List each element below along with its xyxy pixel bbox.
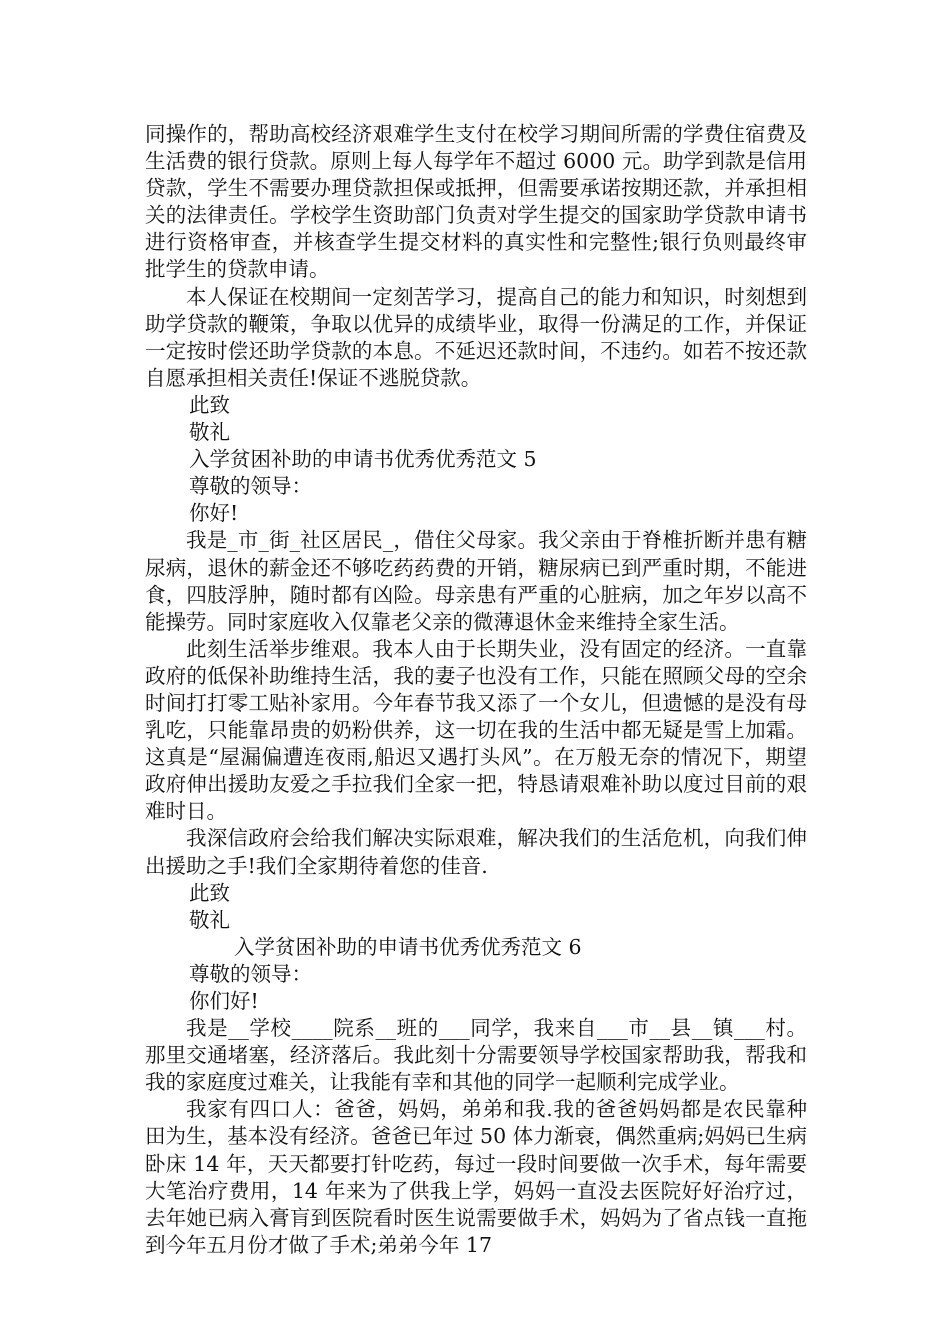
paragraph-student-intro: 我是__学校____院系__班的___同学，我来自___市__县__镇___村。那里交通堵塞，经济落后。我此刻十分需要领导学校国家帮助我，帮我和我的家庭度过难关，让我能有幸和其他的同学一起顺利完成学业。: [145, 1016, 807, 1095]
paragraph-trust-government: 我深信政府会给我们解决实际艰难，解决我们的生活危机，向我们伸出援助之手!我们全家期待着您的佳音.: [145, 826, 807, 878]
section-title-6: 入学贫困补助的申请书优秀优秀范文 6: [234, 934, 582, 959]
salutation-leaders-2: 尊敬的领导：: [189, 961, 312, 986]
paragraph-repayment-pledge: 本人保证在校期间一定刻苦学习，提高自己的能力和知识，时刻想到助学贷款的鞭策，争取以优异的成绩毕业，取得一份满足的工作，并保证一定按时偿还助学贷款的本息。不延迟还款时间，不违约。如若不按还款自愿承担相关责任!保证不逃脱贷款。: [145, 284, 807, 390]
closing-cizhi-2: 此致: [189, 880, 230, 905]
paragraph-loan-description: 同操作的，帮助高校经济艰难学生支付在校学习期间所需的学费住宿费及生活费的银行贷款。原则上每人每学年不超过 6000 元。助学到款是信用贷款，学生不需要办理贷款担保或抵押，但需要承诺按期还款，并承担相关的法律责任。学校学生资助部门负责对学生提交的国家助学贷款申请书进行资格审查，并核查学生提交材料的真实性和完整性;银行负则最终审批学生的贷款申请。: [145, 122, 807, 282]
document-page: [145, 121, 807, 1259]
closing-jingli-2: 敬礼: [189, 907, 230, 932]
paragraph-hardship: 此刻生活举步维艰。我本人由于长期失业，没有固定的经济。一直靠政府的低保补助维持生活，我的妻子也没有工作，只能在照顾父母的空余时间打打零工贴补家用。今年春节我又添了一个女儿，但遗憾的是没有母乳吃，只能靠昂贵的奶粉供养，这一切在我的生活中都无疑是雪上加霜。这真是“屋漏偏遭连夜雨,船迟又遇打头风”。在万般无奈的情况下，期望政府伸出援助友爱之手拉我们全家一把，特恳请艰难补助以度过目前的艰难时日。: [145, 636, 807, 824]
paragraph-family-situation: 我是_市_街_社区居民_，借住父母家。我父亲由于脊椎折断并患有糖尿病，退休的薪金还不够吃药药费的开销，糖尿病已到严重时期，不能进食，四肢浮肿，随时都有凶险。母亲患有严重的心脏病，加之年岁以高不能操劳。同时家庭收入仅靠老父亲的微薄退休金来维持全家生活。: [145, 528, 807, 634]
closing-cizhi: 此致: [189, 392, 230, 417]
salutation-leaders: 尊敬的领导：: [189, 474, 312, 499]
greeting-hello-all: 你们好!: [189, 989, 259, 1013]
section-title-5: 入学贫困补助的申请书优秀优秀范文 5: [189, 447, 537, 472]
closing-jingli: 敬礼: [189, 420, 230, 445]
greeting-hello: 你好!: [189, 501, 239, 526]
paragraph-family-members: 我家有四口人：爸爸，妈妈，弟弟和我.我的爸爸妈妈都是农民靠种田为生，基本没有经济。爸爸已年过 50 体力渐衰，偶然重病;妈妈已生病卧床 14 年，天天都要打针吃药，每过一段时间要做一次手术，每年需要大笔治疗费用，14 年来为了供我上学，妈妈一直没去医院好好治疗过，去年她已病入膏肓到医院看时医生说需要做手术，妈妈为了省点钱一直拖到今年五月份才做了手术;弟弟今年 17: [145, 1097, 807, 1257]
